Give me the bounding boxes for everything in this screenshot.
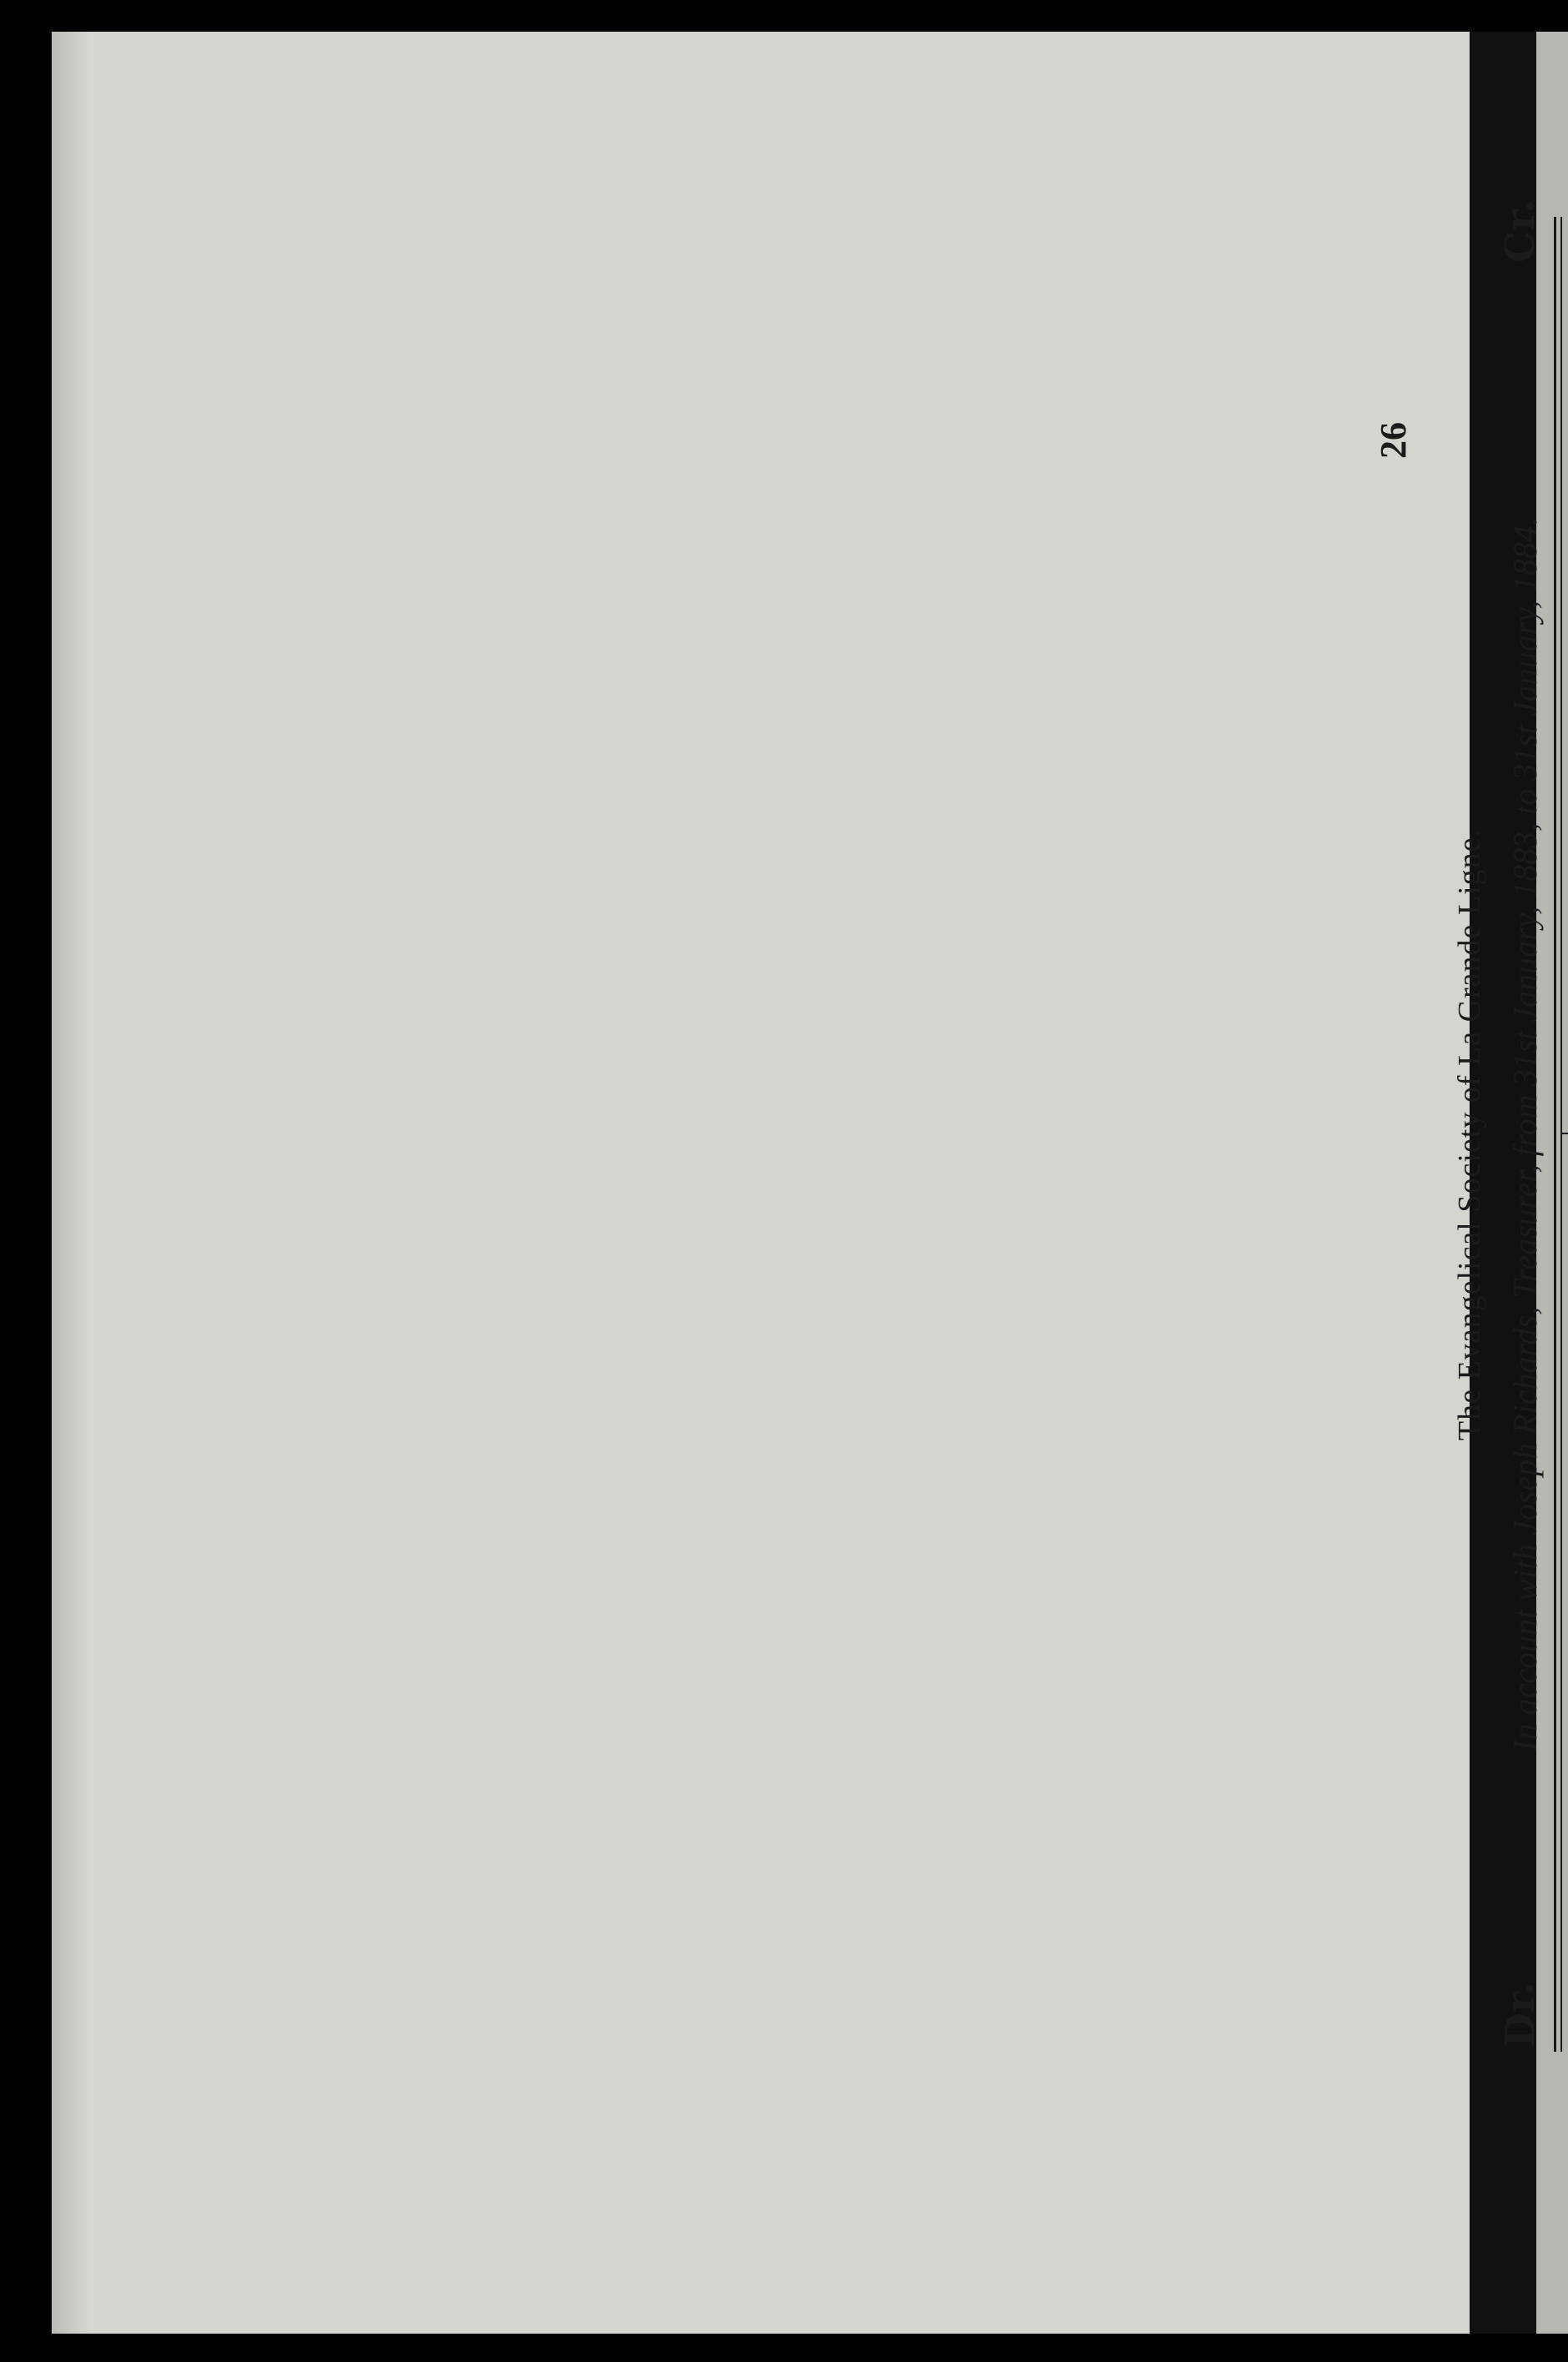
page-edge-shadow	[52, 32, 118, 2334]
top-double-rule	[1554, 217, 1556, 2052]
page-title: The Evangelical Society of La Grande Ligne.	[1452, 827, 1487, 1441]
credit-label: Cr.	[1497, 199, 1544, 263]
top-double-rule-2	[1560, 217, 1562, 2052]
page-background	[52, 32, 1470, 2334]
debit-label: Dr.	[1497, 1981, 1544, 2048]
column-divider	[1562, 1133, 1568, 1134]
account-subtitle: In account with Joseph Richards, Treasurer, from 31st January, 1883, to 31st January, 1884.	[1506, 517, 1544, 1751]
page-number: 26	[1373, 422, 1414, 459]
account-sheet	[1364, 133, 1568, 2135]
